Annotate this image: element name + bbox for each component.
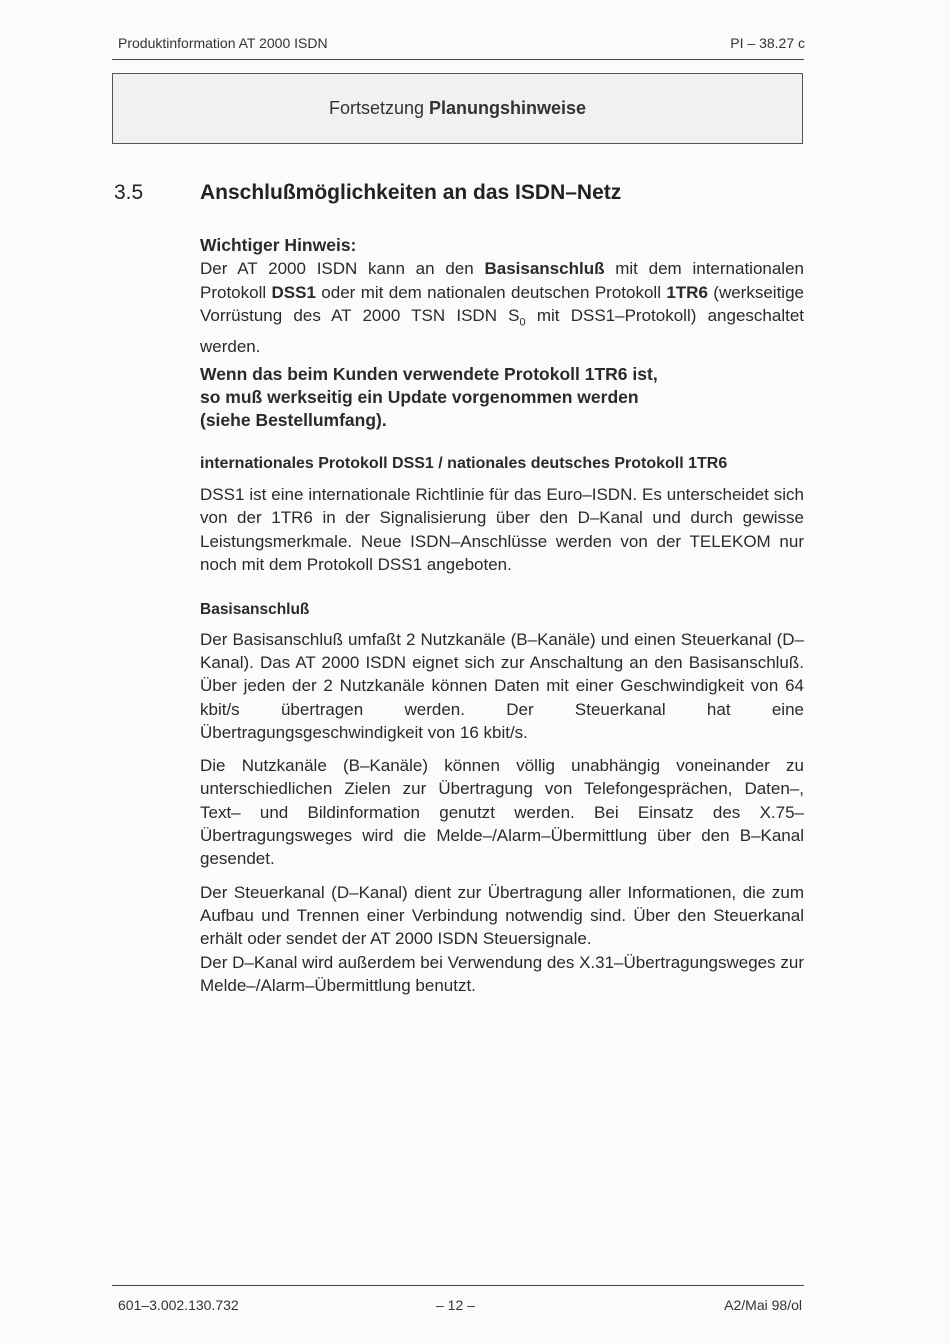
header-rule (112, 59, 804, 60)
protocol-paragraph: DSS1 ist eine internationale Richtlinie für das Euro–ISDN. Es unterscheidet sich von der 1TR6 in der Signalisierung über den D–Kanal und durch gewisse Leistungsmerkmale. Neue ISDN–Anschlüsse werden von der TELEKOM nur noch mit dem Protokoll DSS1 angeboten. (200, 485, 804, 575)
hint-paragraph (200, 257, 804, 358)
section-number: 3.5 (114, 181, 144, 204)
header-doc-id: PI – 38.27 c (730, 35, 805, 51)
continuation-banner (112, 73, 803, 144)
header-doc-title: Produktinformation AT 2000 ISDN (118, 35, 328, 51)
hint-text-2: mit dem internationalen Protokoll (200, 259, 804, 302)
hint-heading: Wichtiger Hinweis: (200, 235, 357, 255)
footer-doc-number: 601–3.002.130.732 (118, 1297, 239, 1313)
hint-text-1: Der AT 2000 ISDN kann an den (200, 259, 485, 279)
protocol-heading: internationales Protokoll DSS1 / nationales deutsches Protokoll 1TR6 (200, 454, 728, 472)
hint-bold-1tr6: 1TR6 (666, 282, 708, 302)
hint-bold-dss1: DSS1 (271, 282, 316, 302)
hint-warning (200, 363, 804, 432)
hint-text-3: oder mit dem nationalen deutschen Protokoll (315, 282, 667, 302)
main-content (200, 234, 804, 997)
section-title: Anschlußmöglichkeiten an das ISDN–Netz (200, 181, 622, 204)
warning-line-2: so muß werkseitig ein Update vorgenommen werden (200, 386, 639, 407)
footer-rule (112, 1285, 804, 1286)
footer-edition: A2/Mai 98/ol (724, 1297, 802, 1313)
warning-line-3: (siehe Bestellumfang). (200, 409, 387, 430)
warning-line-1: Wenn das beim Kunden verwendete Protokoll 1TR6 ist, (200, 363, 658, 384)
banner-bold: Planungshinweise (429, 98, 587, 118)
basis-heading: Basisanschluß (200, 601, 310, 619)
basis-paragraph-1: Der Basisanschluß umfaßt 2 Nutzkanäle (B–Kanäle) und einen Steuerkanal (D–Kanal). Das AT 2000 ISDN eignet sich zur Anschaltung an den Basisanschluß. Über jeden der 2 Nutzkanäle können Daten mit einer Geschwindigkeit von 64 kbit/s übertragen werden. Der Steuerkanal hat eine Übertragungsgeschwindigkeit von 16 kbit/s. (200, 629, 804, 742)
basis-paragraph-2: Die Nutzkanäle (B–Kanäle) können völlig unabhängig voneinander zu unterschiedlichen Zielen zur Übertragung von Telefongesprächen, Daten–, Text– und Bildinformation genutzt werden. Bei Einsatz des X.75–Übertragungsweges wird die Melde–/Alarm–Übermittlung über den B–Kanal gesendet. (200, 756, 804, 869)
footer-page-number: – 12 – (436, 1297, 475, 1313)
hint-text-4: (werkseitige Vorrüstung des AT 2000 TSN ISDN S (200, 282, 804, 325)
basis-paragraph-4: Der D–Kanal wird außerdem bei Verwendung des X.31–Übertragungsweges zur Melde–/Alarm–Übermittlung benutzt. (200, 952, 804, 995)
hint-text-5: mit DSS1–Protokoll) angeschaltet werden. (200, 305, 804, 356)
hint-bold-basisanschluss: Basisanschluß (484, 259, 605, 279)
hint-subscript: 0 (519, 316, 526, 329)
banner-prefix: Fortsetzung (328, 98, 424, 118)
basis-paragraph-3: Der Steuerkanal (D–Kanal) dient zur Übertragung aller Informationen, die zum Aufbau und Trennen einer Verbindung notwendig sind. Über den Steuerkanal erhält oder sendet der AT 2000 ISDN Steuersignale. (200, 882, 804, 949)
